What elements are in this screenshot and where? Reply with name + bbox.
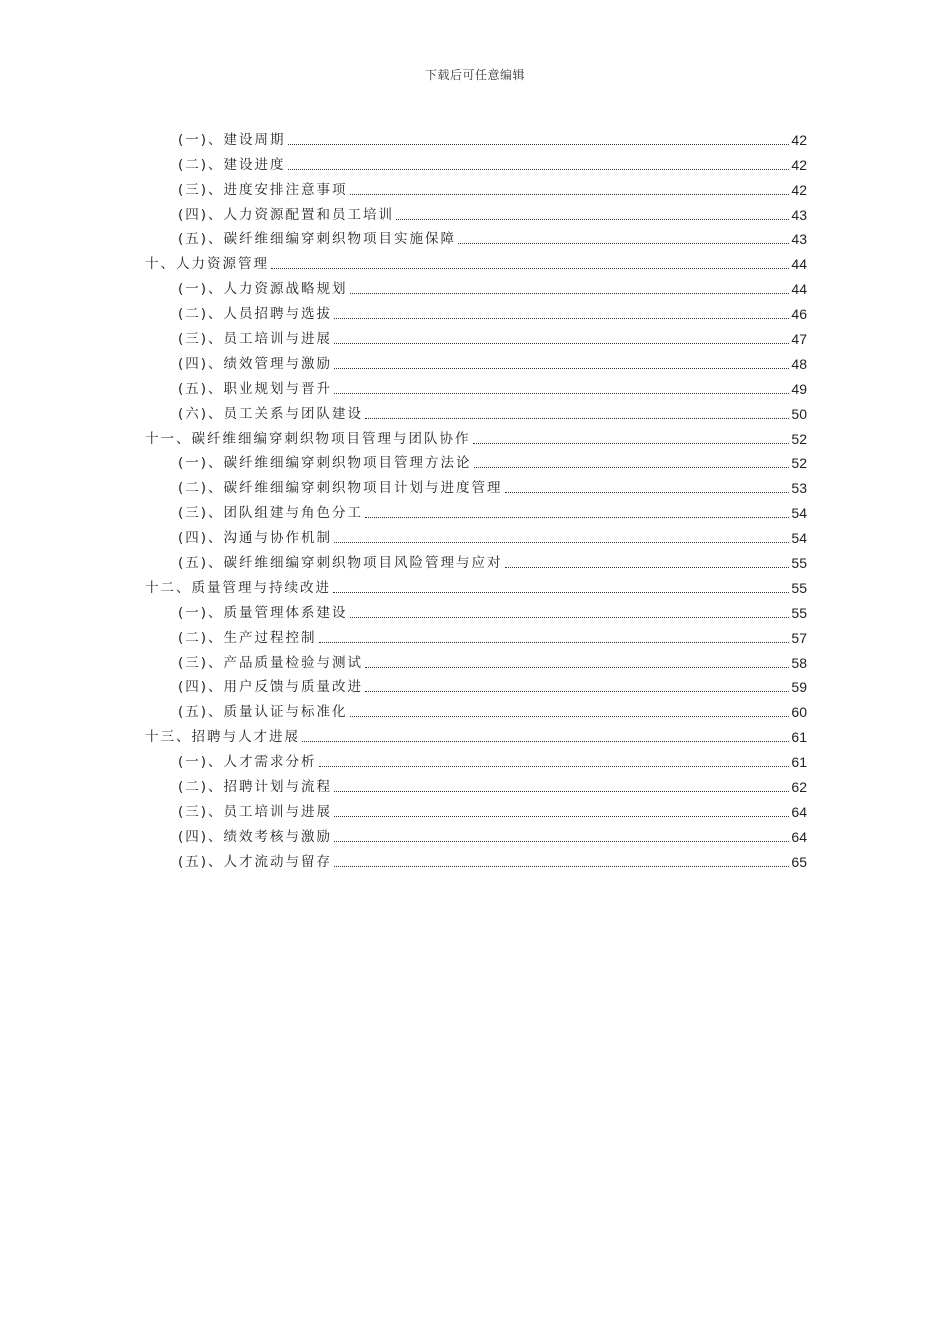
toc-entry-page-number: 48 <box>791 355 807 372</box>
toc-dot-leader <box>334 393 789 394</box>
toc-dot-leader <box>474 467 790 468</box>
toc-dot-leader <box>288 144 790 145</box>
toc-dot-leader <box>271 268 789 269</box>
toc-entry-page-number: 55 <box>791 555 807 572</box>
toc-entry-page-number: 44 <box>791 281 807 298</box>
toc-entry[interactable] <box>145 473 807 498</box>
toc-entry-page-number: 50 <box>791 405 807 422</box>
toc-entry-title: 十、人力资源管理 <box>145 256 269 273</box>
toc-entry[interactable] <box>145 374 807 399</box>
toc-entry-page-number: 57 <box>791 629 807 646</box>
toc-dot-leader <box>334 318 789 319</box>
toc-entry-title: (四)、绩效管理与激励 <box>178 355 333 372</box>
toc-entry[interactable] <box>145 797 807 822</box>
toc-entry-title: (三)、团队组建与角色分工 <box>178 505 364 522</box>
toc-entry[interactable] <box>145 249 807 274</box>
toc-dot-leader <box>334 791 789 792</box>
toc-dot-leader <box>334 866 789 867</box>
toc-entry[interactable] <box>145 847 807 872</box>
toc-entry-page-number: 65 <box>791 853 807 870</box>
toc-entry[interactable] <box>145 747 807 772</box>
toc-entry-title: (二)、碳纤维细编穿刺织物项目计划与进度管理 <box>178 480 503 497</box>
toc-entry-page-number: 43 <box>791 231 807 248</box>
toc-entry-title: 十一、碳纤维细编穿刺织物项目管理与团队协作 <box>145 430 471 447</box>
toc-entry-page-number: 52 <box>791 430 807 447</box>
toc-entry[interactable] <box>145 573 807 598</box>
toc-entry-page-number: 54 <box>791 530 807 547</box>
toc-entry-title: (四)、绩效考核与激励 <box>178 828 333 845</box>
toc-entry[interactable] <box>145 648 807 673</box>
toc-dot-leader <box>365 418 789 419</box>
toc-entry-title: (一)、人力资源战略规划 <box>178 281 348 298</box>
toc-entry-title: (三)、员工培训与进展 <box>178 331 333 348</box>
toc-entry[interactable] <box>145 125 807 150</box>
toc-entry-page-number: 43 <box>791 206 807 223</box>
toc-entry-page-number: 44 <box>791 256 807 273</box>
toc-entry[interactable] <box>145 175 807 200</box>
toc-entry-title: (一)、碳纤维细编穿刺织物项目管理方法论 <box>178 455 472 472</box>
toc-entry[interactable] <box>145 523 807 548</box>
toc-dot-leader <box>334 816 789 817</box>
toc-dot-leader <box>333 592 789 593</box>
toc-entry[interactable] <box>145 200 807 225</box>
toc-entry[interactable] <box>145 424 807 449</box>
toc-entry-title: (三)、产品质量检验与测试 <box>178 654 364 671</box>
table-of-contents <box>145 125 807 872</box>
toc-entry-title: (四)、沟通与协作机制 <box>178 530 333 547</box>
toc-entry[interactable] <box>145 449 807 474</box>
toc-dot-leader <box>473 443 790 444</box>
toc-entry-title: (五)、职业规划与晋升 <box>178 380 333 397</box>
toc-entry[interactable] <box>145 349 807 374</box>
toc-entry-page-number: 64 <box>791 803 807 820</box>
toc-dot-leader <box>365 667 789 668</box>
toc-dot-leader <box>350 716 790 717</box>
toc-entry-title: (一)、人才需求分析 <box>178 754 317 771</box>
toc-entry-page-number: 64 <box>791 828 807 845</box>
toc-entry-page-number: 42 <box>791 181 807 198</box>
toc-entry-page-number: 47 <box>791 331 807 348</box>
toc-dot-leader <box>505 492 790 493</box>
toc-dot-leader <box>350 194 790 195</box>
toc-entry[interactable] <box>145 399 807 424</box>
toc-entry[interactable] <box>145 697 807 722</box>
toc-entry-title: (一)、质量管理体系建设 <box>178 604 348 621</box>
toc-entry[interactable] <box>145 299 807 324</box>
toc-entry[interactable] <box>145 822 807 847</box>
toc-entry-page-number: 54 <box>791 505 807 522</box>
toc-entry[interactable] <box>145 722 807 747</box>
toc-entry[interactable] <box>145 225 807 250</box>
toc-entry-page-number: 62 <box>791 779 807 796</box>
toc-dot-leader <box>334 343 789 344</box>
toc-entry-page-number: 55 <box>791 579 807 596</box>
toc-dot-leader <box>365 691 789 692</box>
toc-entry-page-number: 60 <box>791 704 807 721</box>
toc-entry-title: (五)、人才流动与留存 <box>178 853 333 870</box>
toc-dot-leader <box>334 542 789 543</box>
toc-dot-leader <box>505 567 790 568</box>
toc-dot-leader <box>334 368 789 369</box>
toc-entry[interactable] <box>145 324 807 349</box>
toc-entry-title: (三)、员工培训与进展 <box>178 803 333 820</box>
toc-entry[interactable] <box>145 150 807 175</box>
toc-dot-leader <box>458 243 789 244</box>
toc-dot-leader <box>319 766 790 767</box>
toc-entry[interactable] <box>145 673 807 698</box>
toc-entry[interactable] <box>145 772 807 797</box>
toc-entry-page-number: 49 <box>791 380 807 397</box>
toc-entry-title: (五)、质量认证与标准化 <box>178 704 348 721</box>
toc-entry-title: (四)、人力资源配置和员工培训 <box>178 206 395 223</box>
toc-entry-page-number: 61 <box>791 729 807 746</box>
toc-dot-leader <box>302 741 789 742</box>
toc-entry-title: (六)、员工关系与团队建设 <box>178 405 364 422</box>
toc-entry-title: (二)、生产过程控制 <box>178 629 317 646</box>
toc-entry-title: (二)、人员招聘与选拔 <box>178 306 333 323</box>
toc-entry-title: (二)、招聘计划与流程 <box>178 779 333 796</box>
toc-entry-page-number: 61 <box>791 754 807 771</box>
toc-dot-leader <box>288 169 790 170</box>
toc-entry-title: 十二、质量管理与持续改进 <box>145 579 331 596</box>
toc-entry-title: (二)、建设进度 <box>178 156 286 173</box>
toc-dot-leader <box>365 517 789 518</box>
toc-entry[interactable] <box>145 274 807 299</box>
toc-entry-page-number: 58 <box>791 654 807 671</box>
toc-entry-page-number: 42 <box>791 131 807 148</box>
toc-entry-title: 十三、招聘与人才进展 <box>145 729 300 746</box>
toc-dot-leader <box>319 642 790 643</box>
toc-entry-page-number: 55 <box>791 604 807 621</box>
toc-dot-leader <box>334 841 789 842</box>
toc-dot-leader <box>350 617 790 618</box>
toc-entry[interactable] <box>145 598 807 623</box>
page-header: 下载后可任意编辑 <box>424 68 525 82</box>
toc-entry-title: (一)、建设周期 <box>178 131 286 148</box>
toc-entry-title: (五)、碳纤维细编穿刺织物项目实施保障 <box>178 231 457 248</box>
toc-dot-leader <box>396 219 789 220</box>
toc-entry-title: (三)、进度安排注意事项 <box>178 181 348 198</box>
toc-entry-page-number: 53 <box>791 480 807 497</box>
toc-entry-page-number: 42 <box>791 156 807 173</box>
toc-entry[interactable] <box>145 498 807 523</box>
toc-entry-title: (五)、碳纤维细编穿刺织物项目风险管理与应对 <box>178 555 503 572</box>
toc-entry-title: (四)、用户反馈与质量改进 <box>178 679 364 696</box>
toc-entry[interactable] <box>145 623 807 648</box>
toc-entry-page-number: 52 <box>791 455 807 472</box>
toc-entry[interactable] <box>145 548 807 573</box>
toc-entry-page-number: 59 <box>791 679 807 696</box>
toc-entry-page-number: 46 <box>791 306 807 323</box>
toc-dot-leader <box>350 293 790 294</box>
